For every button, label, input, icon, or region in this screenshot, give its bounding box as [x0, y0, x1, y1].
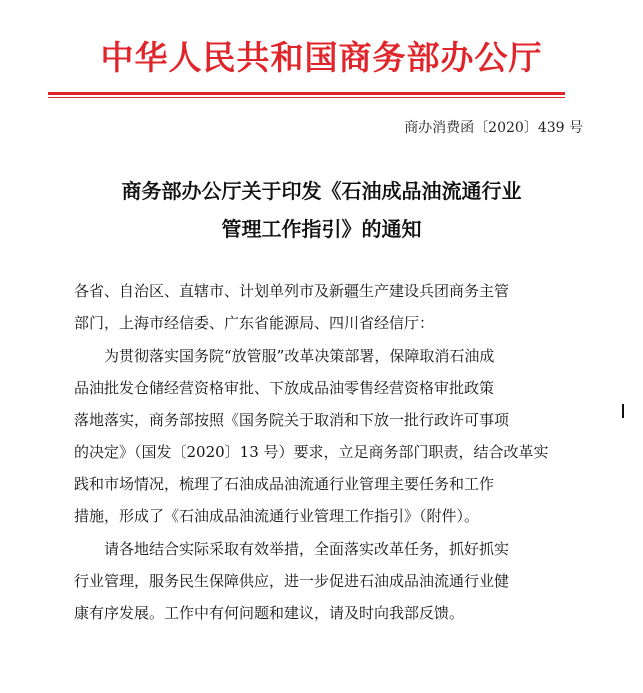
paragraph-line: 落地落实，商务部按照《国务院关于取消和下放一批行政许可事项	[74, 411, 510, 429]
body-paragraph-2	[74, 533, 568, 629]
letterhead-rule-thin	[48, 97, 565, 98]
addressee-line: 部门，上海市经信委、广东省能源局、四川省经信厅：	[74, 314, 435, 332]
paragraph-line: 为贯彻落实国务院“放管服”改革决策部署，保障取消石油成	[104, 347, 495, 365]
body-paragraph-1	[74, 340, 568, 532]
letterhead-rule-thick	[48, 92, 565, 95]
paragraph-line: 践和市场情况，梳理了石油成品油流通行业管理主要任务和工作	[74, 475, 495, 493]
notice-title-line-1: 商务部办公厅关于印发《石油成品油流通行业	[121, 179, 522, 203]
paragraph-line: 请各地结合实际采取有效举措，全面落实改革任务，抓好抓实	[104, 540, 510, 558]
text-cursor	[622, 404, 624, 418]
letterhead-title: 中华人民共和国商务部办公厅	[100, 38, 543, 77]
paragraph-line: 措施，形成了《石油成品油流通行业管理工作指引》（附件）。	[74, 507, 480, 525]
paragraph-line: 品油批发仓储经营资格审批、下放成品油零售经营资格审批政策	[74, 379, 495, 397]
addressee-line: 各省、自治区、直辖市、计划单列市及新疆生产建设兵团商务主管	[74, 282, 510, 300]
addressee-paragraph	[74, 275, 568, 339]
paragraph-line: 康有序发展。工作中有何问题和建议，请及时向我部反馈。	[74, 604, 465, 622]
paragraph-line: 行业管理，服务民生保障供应，进一步促进石油成品油流通行业健	[74, 572, 510, 590]
notice-title-line-2: 管理工作指引》的通知	[221, 217, 422, 241]
document-number: 商办消费函〔2020〕439 号	[404, 120, 583, 136]
paragraph-line: 的决定》（国发〔2020〕13 号）要求，立足商务部门职责，结合改革实	[74, 443, 549, 461]
